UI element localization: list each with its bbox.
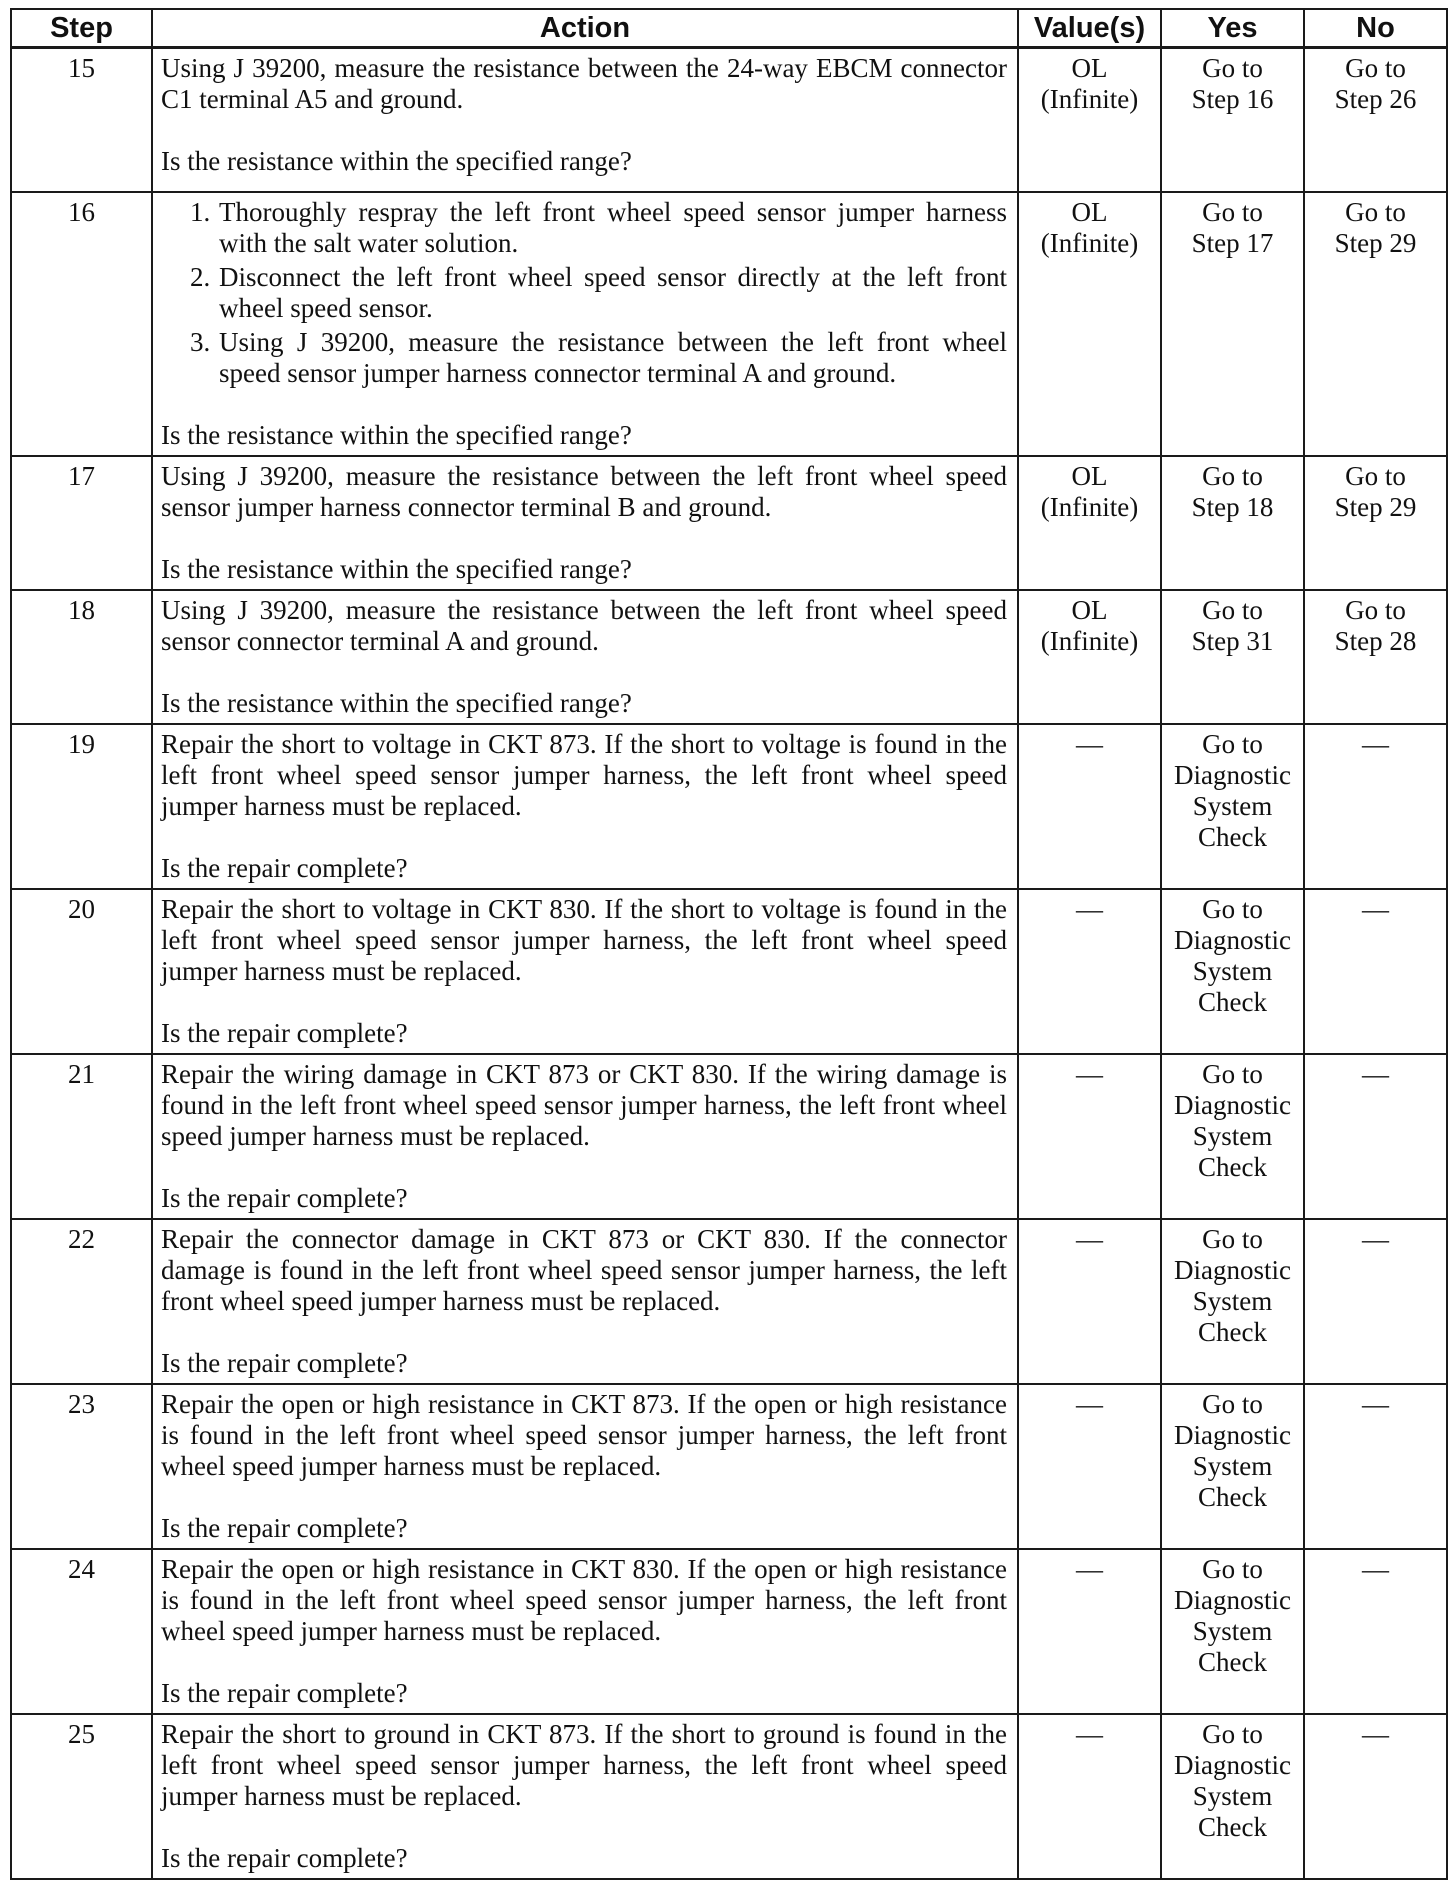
action-cell: [152, 1219, 1018, 1384]
action-cell: [152, 1384, 1018, 1549]
value-cell: —: [1018, 724, 1161, 889]
yes-cell: Go to Diagnostic System Check: [1161, 1219, 1304, 1384]
action-cell: [152, 48, 1018, 192]
value-cell: —: [1018, 1714, 1161, 1879]
no-cell: —: [1304, 1384, 1447, 1549]
action-text: Using J 39200, measure the resistance between the left front wheel speed sensor connector terminal A and ground.: [161, 594, 1007, 656]
no-cell: Go to Step 29: [1304, 192, 1447, 456]
action-question: Is the repair complete?: [161, 1347, 408, 1378]
value-cell: —: [1018, 889, 1161, 1054]
action-question: Is the repair complete?: [161, 852, 408, 883]
yes-cell: Go to Diagnostic System Check: [1161, 1384, 1304, 1549]
action-cell: [152, 1714, 1018, 1879]
action-question: Is the resistance within the specified range?: [161, 146, 632, 176]
substep-item: 3. Using J 39200, measure the resistance between the left front wheel speed sensor jumper harness connector terminal A and ground.: [217, 327, 1007, 389]
action-question: Is the resistance within the specified range?: [161, 553, 632, 584]
action-question: Is the resistance within the specified range?: [161, 687, 632, 718]
value-cell: OL (Infinite): [1018, 192, 1161, 456]
yes-cell: Go to Step 18: [1161, 456, 1304, 590]
action-text: Repair the short to ground in CKT 873. If the short to ground is found in the left front wheel speed sensor jumper harness, the left front wheel speed jumper harness must be replaced.: [161, 1718, 1007, 1811]
yes-cell: Go to Diagnostic System Check: [1161, 889, 1304, 1054]
substep-item: 2. Disconnect the left front wheel speed sensor directly at the left front wheel speed sensor.: [217, 262, 1007, 324]
action-text: Repair the open or high resistance in CKT 830. If the open or high resistance is found in the left front wheel speed sensor jumper harness, the left front wheel speed jumper harness must be replaced.: [161, 1553, 1007, 1646]
step-number: 20: [11, 889, 152, 1054]
action-text: Repair the short to voltage in CKT 830. If the short to voltage is found in the left front wheel speed sensor jumper harness, the left front wheel speed jumper harness must be replaced.: [161, 893, 1007, 986]
action-text: Repair the open or high resistance in CKT 873. If the open or high resistance is found in the left front wheel speed sensor jumper harness, the left front wheel speed jumper harness must be replaced.: [161, 1388, 1007, 1481]
action-question: Is the resistance within the specified range?: [161, 419, 632, 450]
step-number: 17: [11, 456, 152, 590]
action-question: Is the repair complete?: [161, 1677, 408, 1708]
no-cell: —: [1304, 1054, 1447, 1219]
diagnostic-table: [10, 8, 1448, 1880]
yes-cell: Go to Step 16: [1161, 48, 1304, 192]
action-cell: [152, 1054, 1018, 1219]
table-row: [11, 48, 1447, 192]
step-number: 22: [11, 1219, 152, 1384]
action-cell: [152, 1549, 1018, 1714]
table-row: [11, 192, 1447, 456]
step-number: 24: [11, 1549, 152, 1714]
header-values: Value(s): [1018, 9, 1161, 48]
action-cell: [152, 889, 1018, 1054]
no-cell: —: [1304, 724, 1447, 889]
header-no: No: [1304, 9, 1447, 48]
table-row: [11, 456, 1447, 590]
no-cell: —: [1304, 1219, 1447, 1384]
value-cell: —: [1018, 1054, 1161, 1219]
table-row: [11, 889, 1447, 1054]
step-number: 23: [11, 1384, 152, 1549]
yes-cell: Go to Step 31: [1161, 590, 1304, 724]
action-question: Is the repair complete?: [161, 1182, 408, 1213]
table-row: [11, 1549, 1447, 1714]
no-cell: Go to Step 28: [1304, 590, 1447, 724]
substep-item: 1. Thoroughly respray the left front wheel speed sensor jumper harness with the salt water solution.: [217, 197, 1007, 259]
table-row: [11, 1054, 1447, 1219]
step-number: 25: [11, 1714, 152, 1879]
substep-list: [161, 197, 1007, 389]
table-row: [11, 590, 1447, 724]
step-number: 18: [11, 590, 152, 724]
no-cell: Go to Step 29: [1304, 456, 1447, 590]
action-text: Repair the connector damage in CKT 873 or CKT 830. If the connector damage is found in the left front wheel speed sensor jumper harness, the left front wheel speed jumper harness must be replaced.: [161, 1223, 1007, 1316]
action-cell: [152, 456, 1018, 590]
action-text: Using J 39200, measure the resistance between the left front wheel speed sensor jumper harness connector terminal B and ground.: [161, 460, 1007, 522]
table-row: [11, 724, 1447, 889]
action-question: Is the repair complete?: [161, 1842, 408, 1873]
yes-cell: Go to Step 17: [1161, 192, 1304, 456]
header-yes: Yes: [1161, 9, 1304, 48]
action-text: Using J 39200, measure the resistance between the 24-way EBCM connector C1 terminal A5 and ground.: [161, 53, 1007, 114]
no-cell: —: [1304, 1714, 1447, 1879]
yes-cell: Go to Diagnostic System Check: [1161, 724, 1304, 889]
value-cell: OL (Infinite): [1018, 48, 1161, 192]
yes-cell: Go to Diagnostic System Check: [1161, 1714, 1304, 1879]
no-cell: —: [1304, 889, 1447, 1054]
action-cell: [152, 192, 1018, 456]
value-cell: —: [1018, 1549, 1161, 1714]
action-text: Repair the short to voltage in CKT 873. If the short to voltage is found in the left front wheel speed sensor jumper harness, the left front wheel speed jumper harness must be replaced.: [161, 728, 1007, 821]
no-cell: Go to Step 26: [1304, 48, 1447, 192]
action-cell: [152, 590, 1018, 724]
table-row: [11, 1714, 1447, 1879]
no-cell: —: [1304, 1549, 1447, 1714]
table-row: [11, 1384, 1447, 1549]
action-question: Is the repair complete?: [161, 1017, 408, 1048]
value-cell: OL (Infinite): [1018, 590, 1161, 724]
yes-cell: Go to Diagnostic System Check: [1161, 1054, 1304, 1219]
yes-cell: Go to Diagnostic System Check: [1161, 1549, 1304, 1714]
action-cell: [152, 724, 1018, 889]
value-cell: OL (Infinite): [1018, 456, 1161, 590]
step-number: 21: [11, 1054, 152, 1219]
step-number: 16: [11, 192, 152, 456]
action-question: Is the repair complete?: [161, 1512, 408, 1543]
step-number: 19: [11, 724, 152, 889]
table-row: [11, 1219, 1447, 1384]
table-header-row: [11, 9, 1447, 48]
step-number: 15: [11, 48, 152, 192]
action-text: Repair the wiring damage in CKT 873 or CKT 830. If the wiring damage is found in the left front wheel speed sensor jumper harness, the left front wheel speed jumper harness must be replaced.: [161, 1058, 1007, 1151]
header-action: Action: [152, 9, 1018, 48]
table-body: [11, 48, 1447, 1879]
value-cell: —: [1018, 1219, 1161, 1384]
value-cell: —: [1018, 1384, 1161, 1549]
header-step: Step: [11, 9, 152, 48]
